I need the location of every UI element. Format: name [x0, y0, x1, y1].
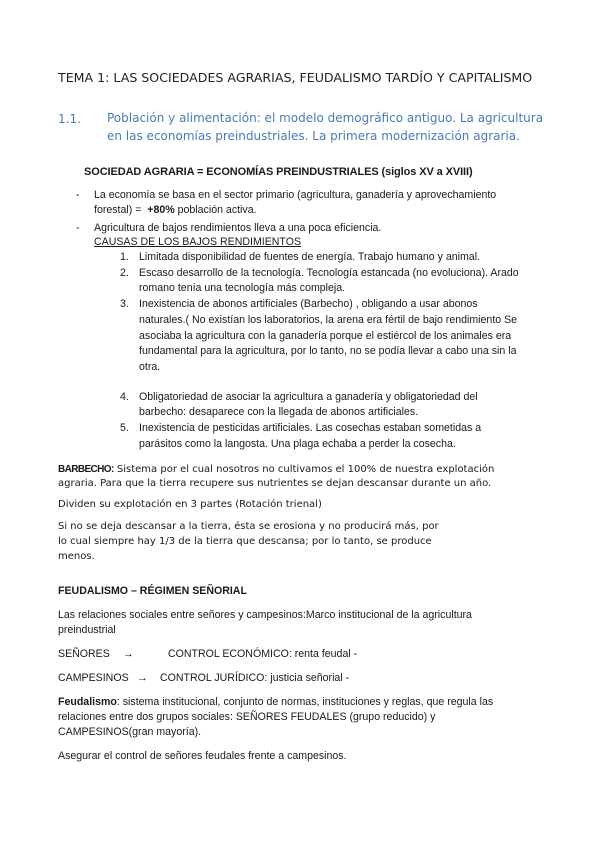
bullet-1-line-1: La economía se basa en el sector primario (agricultura, ganadería y aprovechamiento — [94, 189, 497, 201]
bullet-1-text-post: población activa. — [174, 204, 257, 216]
barbecho-line-1 — [58, 462, 494, 477]
cause-5-line-2: parásitos como la langosta. Una plaga echaba a perder la cosecha. — [139, 438, 456, 450]
causes-heading: CAUSAS DE LOS BAJOS RENDIMIENTOS — [94, 236, 302, 248]
cause-3-line-1: Inexistencia de abonos artificiales (Barbecho) , obligando a usar abonos — [139, 298, 478, 310]
list-number: 5. — [120, 422, 129, 434]
erosion-line-2: lo cual siempre hay 1/3 de la tierra que descansa; por lo tanto, se produce — [58, 536, 432, 547]
feudalismo-def-line-1 — [58, 695, 493, 710]
barbecho-label: BARBECHO: — [58, 464, 114, 475]
list-number: 4. — [120, 391, 129, 403]
list-number: 1. — [120, 251, 129, 263]
cause-5-line-1: Inexistencia de pesticidas artificiales. Las cosechas estaban sometidas a — [139, 422, 482, 434]
list-number: 3. — [120, 298, 129, 310]
cause-3-line-4: fundamental para la agricultura, por lo tanto, no se podía llevar a cabo una sin la — [139, 345, 517, 357]
bullet-dash: - — [76, 189, 80, 201]
bullet-1-percent: +80% — [147, 204, 175, 216]
feudalismo-def-line-3: CAMPESINOS(gran mayoría). — [58, 726, 202, 738]
bullet-1-line-2 — [94, 203, 257, 218]
page-title: TEMA 1: LAS SOCIEDADES AGRARIAS, FEUDALISMO TARDÍO Y CAPITALISMO — [58, 70, 533, 85]
arrow-icon: → — [137, 672, 148, 684]
subsection-title: Población y alimentación: el modelo demográfico antiguo. La agricultura en las economías preindustriales. La primera modernización agraria. — [107, 111, 544, 143]
relaciones-line-1: Las relaciones sociales entre señores y campesinos:Marco institucional de la agricultura — [58, 609, 472, 621]
cause-3-line-5: otra. — [139, 361, 161, 373]
bullet-2-line-1: Agricultura de bajos rendimientos lleva a una poca eficiencia. — [94, 222, 382, 234]
feudalismo-def-text: : sistema institucional, conjunto de normas, instituciones y reglas, que regula las — [116, 696, 494, 708]
feudalismo-heading: FEUDALISMO – RÉGIMEN SEÑORIAL — [58, 585, 247, 597]
section-heading: SOCIEDAD AGRARIA = ECONOMÍAS PREINDUSTRIALES (siglos XV a XVIII) — [84, 166, 473, 178]
control-economico: CONTROL ECONÓMICO: renta feudal - — [168, 648, 358, 660]
feudalismo-def-line-2: relaciones entre dos grupos sociales: SEÑORES FEUDALES (grupo reducido) y — [58, 711, 436, 723]
relaciones-line-2: preindustrial — [58, 624, 116, 636]
cause-1: Limitada disponibilidad de fuentes de energía. Trabajo humano y animal. — [139, 251, 480, 263]
barbecho-line-2: agraria. Para que la tierra recupere sus nutrientes se dejan descansar durante un año. — [58, 478, 492, 489]
list-number: 2. — [120, 267, 129, 279]
senores-label: SEÑORES — [58, 648, 110, 660]
cause-2-line-2: romano tenía una tecnología más compleja. — [139, 282, 346, 294]
barbecho-text: Sistema por el cual nosotros no cultivamos el 100% de nuestra explotación — [113, 464, 495, 475]
cause-3-line-2: naturales.( No existían los laboratorios, la arena era fértil de bajo rendimiento Se — [139, 314, 518, 326]
subsection-number: 1.1. — [58, 112, 81, 126]
cause-2-line-1: Escaso desarrollo de la tecnología. Tecnología estancada (no evoluciona). Arado — [139, 267, 519, 279]
cause-4-line-1: Obligatoriedad de asociar la agricultura a ganadería y obligatoriedad del — [139, 391, 478, 403]
asegurar-text: Asegurar el control de señores feudales frente a campesinos. — [58, 750, 347, 762]
cause-4-line-2: barbecho: desaparece con la llegada de abonos artificiales. — [139, 406, 419, 418]
feudalismo-label: Feudalismo — [58, 696, 117, 708]
bullet-1-text-pre: forestal) = — [94, 204, 148, 216]
cause-3-line-3: asociaba la agricultura con la ganadería porque el estiércol de los animales era — [139, 330, 512, 342]
erosion-line-1: Si no se deja descansar a la tierra, ésta se erosiona y no producirá más, por — [58, 521, 439, 532]
campesinos-label: CAMPESINOS — [58, 672, 129, 684]
control-juridico: CONTROL JURÍDICO: justicia señorial - — [160, 672, 350, 684]
erosion-line-3: menos. — [58, 551, 95, 562]
bullet-dash: - — [76, 222, 80, 234]
arrow-icon: → — [123, 648, 134, 660]
rotacion-text: Dividen su explotación en 3 partes (Rotación trienal) — [58, 499, 322, 510]
